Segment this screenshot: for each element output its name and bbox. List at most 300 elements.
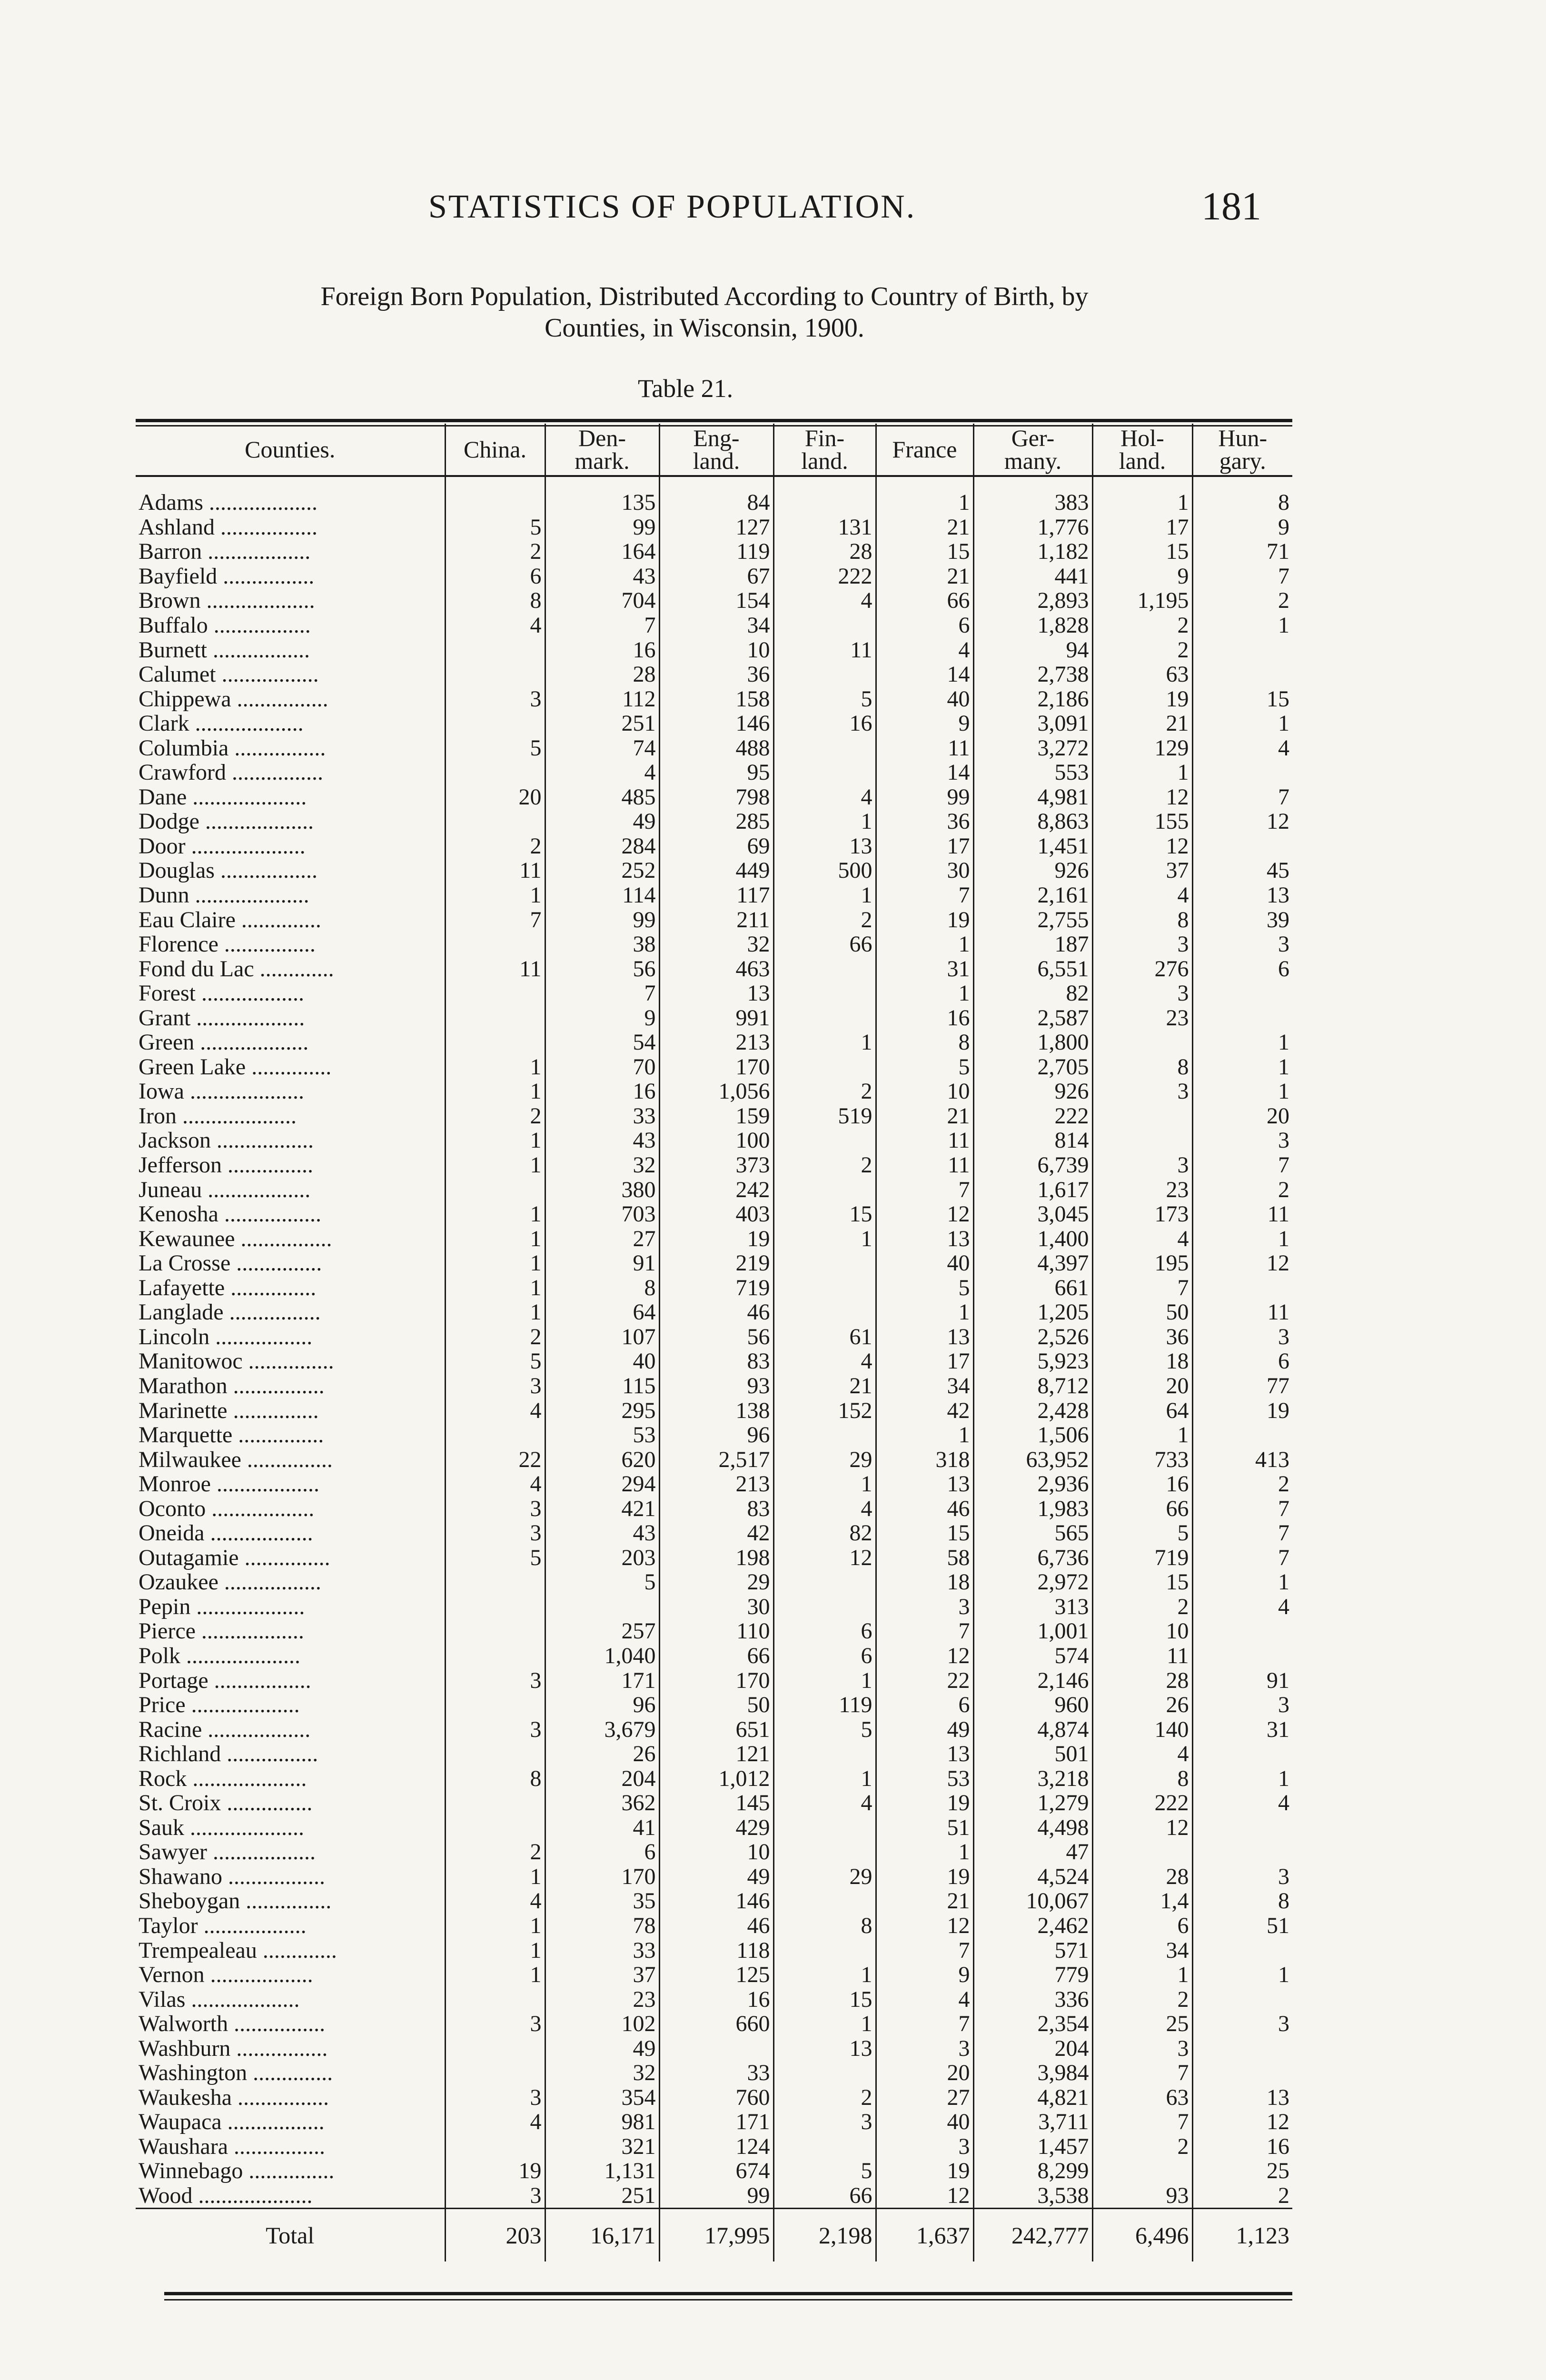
table-cell: 251 [545, 711, 659, 736]
table-cell: 129 [1092, 735, 1192, 760]
table-cell: 1 [1192, 1030, 1292, 1055]
table-row [136, 1914, 1292, 1938]
table-cell: 61 [773, 1325, 876, 1349]
table-cell: 23 [545, 1987, 659, 2012]
table-cell [1192, 1815, 1292, 1840]
table-cell: 198 [659, 1546, 773, 1570]
table-cell: 981 [545, 2110, 659, 2134]
total-cell: 2,198 [773, 2209, 876, 2262]
table-cell: 43 [545, 1128, 659, 1153]
table-cell: 1,182 [973, 539, 1092, 564]
total-cell: 242,777 [973, 2209, 1092, 2262]
table-cell [773, 1128, 876, 1153]
table-row [136, 1840, 1292, 1864]
table-cell: 53 [876, 1766, 973, 1791]
table-cell [445, 2036, 545, 2061]
table-cell: 63 [1092, 2085, 1192, 2110]
table-cell: 6 [876, 613, 973, 638]
table-row [136, 1398, 1292, 1423]
table-row [136, 564, 1292, 589]
table-cell: 3 [876, 1595, 973, 1619]
table-cell [445, 1619, 545, 1644]
table-cell: 13 [876, 1472, 973, 1497]
table-cell: 3 [445, 1521, 545, 1546]
page-number: 181 [1201, 184, 1261, 228]
table-cell: 1 [445, 1276, 545, 1300]
table-cell: 1 [773, 1963, 876, 1987]
table-cell: 16 [659, 1987, 773, 2012]
table-cell: 8 [1192, 1889, 1292, 1914]
table-cell: 1 [1192, 1570, 1292, 1595]
table-cell: 28 [773, 539, 876, 564]
table-cell [1192, 1840, 1292, 1864]
table-cell: 66 [876, 588, 973, 613]
table-cell [773, 1055, 876, 1080]
table-cell: 5 [1092, 1521, 1192, 1546]
table-cell: 64 [545, 1300, 659, 1325]
county-name: Dunn .................... [139, 883, 309, 908]
table-cell: 66 [773, 2183, 876, 2209]
county-name: Oconto .................. [139, 1496, 315, 1521]
table-cell [773, 1595, 876, 1619]
table-cell: 28 [1092, 1864, 1192, 1889]
table-cell: 84 [659, 476, 773, 515]
county-name: Juneau .................. [139, 1177, 311, 1202]
table-cell: 1 [1192, 1079, 1292, 1104]
table-cell: 21 [876, 564, 973, 589]
table-cell: 5 [773, 1717, 876, 1742]
table-row [136, 1104, 1292, 1129]
table-cell: 3 [445, 1717, 545, 1742]
table-row [136, 1447, 1292, 1472]
table-row [136, 735, 1292, 760]
table-cell [445, 1570, 545, 1595]
table-cell: 321 [545, 2134, 659, 2159]
table-cell: 15 [876, 539, 973, 564]
county-name: Milwaukee ............... [139, 1447, 333, 1472]
table-cell: 373 [659, 1153, 773, 1178]
table-cell: 213 [659, 1030, 773, 1055]
table-cell: 1 [773, 1226, 876, 1251]
county-name: Kenosha ................. [139, 1201, 321, 1227]
table-cell: 46 [876, 1496, 973, 1521]
table-cell: 6 [773, 1619, 876, 1644]
table-cell [445, 1693, 545, 1717]
table-cell: 6,739 [973, 1153, 1092, 1178]
table-row [136, 588, 1292, 613]
county-name: Door .................... [139, 833, 306, 859]
table-cell: 119 [773, 1693, 876, 1717]
table-cell: 34 [876, 1374, 973, 1398]
table-cell: 21 [876, 1104, 973, 1129]
table-cell: 195 [1092, 1251, 1192, 1276]
table-row [136, 476, 1292, 515]
table-cell: 429 [659, 1815, 773, 1840]
table-cell: 10 [1092, 1619, 1192, 1644]
table-cell: 16 [1192, 2134, 1292, 2159]
table-cell [445, 760, 545, 785]
table-cell: 9 [876, 1963, 973, 1987]
table-cell: 12 [876, 1202, 973, 1227]
column-header: Hun- gary. [1192, 424, 1292, 476]
table-cell: 660 [659, 2012, 773, 2036]
table-cell: 99 [545, 907, 659, 932]
table-cell: 703 [545, 1202, 659, 1227]
table-cell [445, 1987, 545, 2012]
total-cell: 203 [445, 2209, 545, 2262]
total-row [136, 2209, 1292, 2262]
table-cell: 3 [445, 1374, 545, 1398]
table-cell: 2 [773, 1153, 876, 1178]
table-cell: 674 [659, 2159, 773, 2183]
table-cell: 102 [545, 2012, 659, 2036]
table-row [136, 2134, 1292, 2159]
table-cell: 36 [876, 809, 973, 834]
table-header-row [136, 424, 1292, 476]
table-cell: 960 [973, 1693, 1092, 1717]
table-cell: 7 [445, 907, 545, 932]
table-row [136, 1423, 1292, 1448]
table-cell: 354 [545, 2085, 659, 2110]
table-cell: 56 [545, 956, 659, 981]
table-cell: 1,776 [973, 515, 1092, 540]
table-cell: 1 [1192, 1766, 1292, 1791]
table-cell: 12 [1192, 1251, 1292, 1276]
table-cell [1192, 981, 1292, 1006]
table-cell: 4 [445, 2110, 545, 2134]
table-cell: 4 [773, 1349, 876, 1374]
table-cell: 3 [876, 2036, 973, 2061]
table-cell: 2,587 [973, 1005, 1092, 1030]
table-row [136, 1202, 1292, 1227]
table-cell: 131 [773, 515, 876, 540]
table-cell: 1 [876, 1840, 973, 1864]
table-cell: 5 [773, 2159, 876, 2183]
table-cell: 4 [445, 1398, 545, 1423]
table-cell: 1 [1192, 1963, 1292, 1987]
table-cell: 33 [545, 1938, 659, 1963]
county-name: Oneida .................. [139, 1520, 313, 1546]
table-cell: 5 [545, 1570, 659, 1595]
county-name: Monroe .................. [139, 1471, 319, 1497]
table-cell: 27 [876, 2085, 973, 2110]
county-name: Douglas ................. [139, 858, 317, 883]
table-cell: 51 [876, 1815, 973, 1840]
table-cell: 1 [773, 2012, 876, 2036]
table-cell: 2 [1092, 2134, 1192, 2159]
table-cell: 4,524 [973, 1864, 1092, 1889]
table-cell: 3 [1092, 932, 1192, 957]
table-cell: 82 [773, 1521, 876, 1546]
table-cell: 211 [659, 907, 773, 932]
table-cell: 117 [659, 883, 773, 908]
county-name: Washburn ................ [139, 2036, 328, 2061]
table-cell: 1,040 [545, 1644, 659, 1668]
table-cell: 1 [445, 1153, 545, 1178]
table-cell [445, 637, 545, 662]
table-cell: 553 [973, 760, 1092, 785]
column-header: China. [445, 424, 545, 476]
table-cell: 318 [876, 1447, 973, 1472]
table-row [136, 785, 1292, 810]
table-cell: 8 [445, 1766, 545, 1791]
table-row [136, 1521, 1292, 1546]
table-cell: 36 [659, 662, 773, 687]
table-cell: 50 [1092, 1300, 1192, 1325]
table-cell: 21 [773, 1374, 876, 1398]
table-cell: 6 [773, 1644, 876, 1668]
table-cell: 1 [445, 1300, 545, 1325]
table-cell [445, 809, 545, 834]
column-header: Hol- land. [1092, 424, 1192, 476]
table-cell: 18 [1092, 1349, 1192, 1374]
table-cell: 222 [973, 1104, 1092, 1129]
table-cell: 13 [1192, 883, 1292, 908]
table-cell: 43 [545, 564, 659, 589]
table-cell: 13 [876, 1325, 973, 1349]
table-cell: 4,498 [973, 1815, 1092, 1840]
table-cell: 170 [659, 1668, 773, 1693]
table-cell: 10 [876, 1079, 973, 1104]
table-cell: 4 [773, 588, 876, 613]
table-cell: 5 [876, 1276, 973, 1300]
county-name: Burnett ................. [139, 637, 310, 662]
table-cell: 93 [1092, 2183, 1192, 2209]
county-name: Marquette ............... [139, 1422, 324, 1448]
table-cell: 34 [1092, 1938, 1192, 1963]
table-cell [773, 1423, 876, 1448]
table-cell: 64 [1092, 1398, 1192, 1423]
table-cell: 56 [659, 1325, 773, 1349]
table-cell: 1 [876, 981, 973, 1006]
table-cell [1192, 2061, 1292, 2085]
table-cell: 1,131 [545, 2159, 659, 2183]
table-cell: 1 [1192, 613, 1292, 638]
table-cell: 2 [445, 539, 545, 564]
table-cell: 16 [545, 637, 659, 662]
table-cell: 23 [1092, 1005, 1192, 1030]
table-cell: 19 [876, 907, 973, 932]
table-cell: 1,800 [973, 1030, 1092, 1055]
table-row [136, 1472, 1292, 1497]
table-row [136, 1889, 1292, 1914]
table-cell: 991 [659, 1005, 773, 1030]
table-cell: 13 [659, 981, 773, 1006]
table-cell: 115 [545, 1374, 659, 1398]
table-cell: 362 [545, 1791, 659, 1815]
running-head: STATISTICS OF POPULATION. [428, 188, 916, 225]
table-cell: 7 [1192, 785, 1292, 810]
table-cell: 3,091 [973, 711, 1092, 736]
table-cell: 11 [1092, 1644, 1192, 1668]
county-name: Outagamie ............... [139, 1545, 330, 1570]
table-cell: 5 [773, 686, 876, 711]
table-cell: 8 [1092, 1055, 1192, 1080]
table-cell: 121 [659, 1742, 773, 1766]
county-name: Clark ................... [139, 711, 304, 736]
table-cell: 100 [659, 1128, 773, 1153]
table-cell: 28 [545, 662, 659, 687]
table-cell: 45 [1192, 858, 1292, 883]
table-cell [445, 2061, 545, 2085]
table-cell: 3,679 [545, 1717, 659, 1742]
table-row [136, 1055, 1292, 1080]
table-cell [445, 932, 545, 957]
table-cell: 1 [445, 1938, 545, 1963]
table-cell: 1 [1192, 711, 1292, 736]
table-cell: 2,972 [973, 1570, 1092, 1595]
table-row [136, 932, 1292, 957]
table-cell: 488 [659, 735, 773, 760]
table-cell: 2,517 [659, 1447, 773, 1472]
table-cell: 3 [1092, 2036, 1192, 2061]
table-cell: 12 [1092, 1815, 1192, 1840]
table-cell: 7 [1192, 1521, 1292, 1546]
table-cell: 37 [1092, 858, 1192, 883]
table-cell: 53 [545, 1423, 659, 1448]
table-cell [773, 1742, 876, 1766]
table-cell: 124 [659, 2134, 773, 2159]
caption-line-1: Foreign Born Population, Distributed According to Country of Birth, by [320, 282, 1089, 311]
table-cell: 29 [773, 1864, 876, 1889]
table-cell [773, 1276, 876, 1300]
table-cell: 46 [659, 1300, 773, 1325]
table-cell [773, 981, 876, 1006]
table-row [136, 613, 1292, 638]
table-cell: 3 [445, 1496, 545, 1521]
table-cell: 99 [545, 515, 659, 540]
table-cell: 49 [545, 809, 659, 834]
table-row [136, 1644, 1292, 1668]
table-cell: 77 [1192, 1374, 1292, 1398]
table-cell [1192, 637, 1292, 662]
table-row [136, 907, 1292, 932]
table-cell: 155 [1092, 809, 1192, 834]
caption-line-2: Counties, in Wisconsin, 1900. [545, 313, 864, 343]
table-cell: 3,218 [973, 1766, 1092, 1791]
table-cell: 20 [1092, 1374, 1192, 1398]
table-cell: 760 [659, 2085, 773, 2110]
table-cell: 31 [876, 956, 973, 981]
table-row [136, 1300, 1292, 1325]
county-name: Waushara ................ [139, 2134, 326, 2159]
table-cell [773, 1889, 876, 1914]
table-cell: 50 [659, 1693, 773, 1717]
table-cell: 8 [773, 1914, 876, 1938]
table-cell [773, 1005, 876, 1030]
table-cell: 17 [1092, 515, 1192, 540]
table-cell: 11 [445, 858, 545, 883]
table-cell: 2,936 [973, 1472, 1092, 1497]
table-cell: 152 [773, 1398, 876, 1423]
table-cell: 21 [1092, 711, 1192, 736]
table-cell: 285 [659, 809, 773, 834]
table-cell [773, 2134, 876, 2159]
table-cell: 926 [973, 1079, 1092, 1104]
table-cell: 463 [659, 956, 773, 981]
table-cell: 94 [973, 637, 1092, 662]
county-name: Ashland ................. [139, 515, 317, 540]
county-name: St. Croix ............... [139, 1790, 313, 1815]
table-cell: 565 [973, 1521, 1092, 1546]
table-cell: 99 [659, 2183, 773, 2209]
table-row [136, 1570, 1292, 1595]
table-cell: 3 [773, 2110, 876, 2134]
table-cell [1192, 1938, 1292, 1963]
table-cell: 798 [659, 785, 773, 810]
table-cell: 140 [1092, 1717, 1192, 1742]
table-cell: 3 [445, 2012, 545, 2036]
table-cell: 5 [876, 1055, 973, 1080]
county-name: Washington .............. [139, 2061, 333, 2085]
table-cell [445, 1177, 545, 1202]
table-cell [445, 1005, 545, 1030]
table-cell: 39 [1192, 907, 1292, 932]
table-cell: 47 [973, 1840, 1092, 1864]
table-cell: 4 [773, 1791, 876, 1815]
county-name: Adams ................... [139, 490, 317, 515]
table-cell: 12 [1192, 809, 1292, 834]
table-row [136, 2012, 1292, 2036]
table-cell [773, 476, 876, 515]
table-cell: 15 [773, 1202, 876, 1227]
table-row [136, 2183, 1292, 2209]
table-cell: 54 [545, 1030, 659, 1055]
page-header [428, 184, 1261, 240]
table-cell: 63 [1092, 662, 1192, 687]
table-cell: 146 [659, 711, 773, 736]
table-cell: 7 [876, 2012, 973, 2036]
table-label: Table 21. [638, 374, 733, 403]
table-cell: 13 [1192, 2085, 1292, 2110]
county-name: Iowa .................... [139, 1079, 304, 1104]
bottom-rule-thin [164, 2299, 1292, 2301]
table-cell: 16 [773, 711, 876, 736]
table-cell: 31 [1192, 1717, 1292, 1742]
table-cell: 3 [1192, 2012, 1292, 2036]
table-cell: 96 [545, 1693, 659, 1717]
table-cell [445, 476, 545, 515]
table-cell [1192, 834, 1292, 859]
table-cell: 2 [773, 1079, 876, 1104]
total-cell: 16,171 [545, 2209, 659, 2262]
table-cell: 251 [545, 2183, 659, 2209]
table-cell: 6,551 [973, 956, 1092, 981]
table-cell: 1 [445, 1914, 545, 1938]
table-cell: 3 [1092, 1079, 1192, 1104]
table-cell: 6 [1192, 956, 1292, 981]
table-cell: 413 [1192, 1447, 1292, 1472]
county-name: Brown ................... [139, 588, 315, 613]
table-cell: 49 [545, 2036, 659, 2061]
table-cell: 46 [659, 1914, 773, 1938]
table-cell: 127 [659, 515, 773, 540]
table-cell: 7 [1092, 1276, 1192, 1300]
table-cell [1092, 1104, 1192, 1129]
table-cell: 9 [545, 1005, 659, 1030]
table-cell: 204 [545, 1766, 659, 1791]
table-cell: 40 [876, 1251, 973, 1276]
table-body [136, 476, 1292, 2209]
table-cell: 12 [1092, 834, 1192, 859]
top-rule-thick [136, 419, 1292, 422]
table-cell: 4 [876, 1987, 973, 2012]
table-cell: 8 [445, 588, 545, 613]
table-cell: 15 [876, 1521, 973, 1546]
county-name: Vilas ................... [139, 1987, 300, 2012]
table-cell: 13 [876, 1742, 973, 1766]
table-cell: 276 [1092, 956, 1192, 981]
